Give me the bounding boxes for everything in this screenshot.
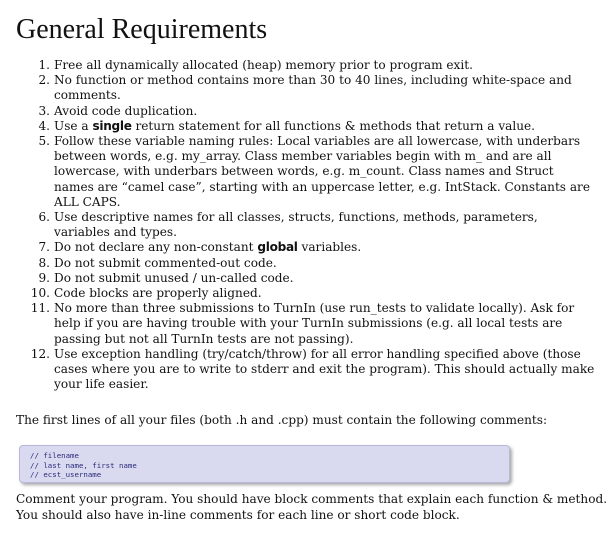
code-line-username: // ecst_username bbox=[30, 470, 102, 480]
requirement-item bbox=[16, 301, 596, 347]
closing-paragraph bbox=[16, 492, 608, 523]
requirement-text bbox=[54, 210, 596, 240]
intro-text: The first lines of all your files (both .h and .cpp) must contain the following comments: bbox=[16, 413, 548, 427]
code-line-name: // last name, first name bbox=[30, 460, 137, 470]
requirement-number: 12. bbox=[30, 346, 50, 361]
requirement-number: 8. bbox=[38, 255, 50, 270]
requirement-text-run: Code blocks are properly aligned. bbox=[54, 286, 262, 301]
requirement-item bbox=[16, 104, 596, 119]
page-title: General Requirements bbox=[16, 14, 268, 45]
requirement-number: 11. bbox=[30, 301, 50, 316]
emphasized-word: global bbox=[257, 240, 298, 255]
code-block bbox=[19, 445, 510, 483]
requirement-item bbox=[16, 134, 596, 210]
requirement-text-run: Free all dynamically allocated (heap) memory prior to program exit. bbox=[54, 58, 473, 72]
requirement-text bbox=[54, 240, 596, 255]
code-line-filename: // filename bbox=[30, 451, 79, 460]
requirement-text bbox=[54, 73, 596, 103]
requirement-text bbox=[54, 256, 596, 271]
requirement-number: 6. bbox=[38, 210, 50, 225]
requirement-text-run: Follow these variable naming rules: Local variables are all lowercase, with underbars between words, e.g. my_array. Class member variables begin with m_ and are all lowercase, with underbars between words, e.g. m_count. Class names and Struct names are “camel case”, starting with an uppercase letter, e.g. IntStack. Constants are ALL CAPS. bbox=[54, 134, 590, 209]
requirements-list bbox=[16, 58, 596, 392]
requirement-item bbox=[16, 271, 596, 286]
requirement-text-run: Do not declare any non-constant bbox=[54, 240, 258, 255]
requirement-text bbox=[54, 301, 596, 347]
requirement-text-run: Do not submit commented-out code. bbox=[54, 255, 277, 270]
requirement-item bbox=[16, 119, 596, 134]
requirement-number: 1. bbox=[38, 58, 50, 72]
requirement-item bbox=[16, 347, 596, 393]
requirement-text-run: Use a bbox=[54, 118, 93, 133]
requirement-text-run: Do not submit unused / un-called code. bbox=[54, 270, 294, 285]
requirement-text-run: No more than three submissions to TurnIn (use run_tests to validate locally). Ask for help if you are having trouble with your TurnIn submissions (e.g. all local tests are passing but not all TurnIn tests are not passing). bbox=[54, 301, 575, 346]
requirement-text bbox=[54, 104, 596, 119]
requirement-number: 4. bbox=[38, 118, 50, 133]
requirement-number: 2. bbox=[38, 73, 50, 88]
requirement-item bbox=[16, 256, 596, 271]
requirement-text bbox=[54, 134, 596, 210]
requirement-text bbox=[54, 119, 596, 134]
requirement-item bbox=[16, 73, 596, 103]
requirement-item bbox=[16, 240, 596, 255]
requirement-text-run: Use descriptive names for all classes, structs, functions, methods, parameters, variables and types. bbox=[54, 210, 538, 240]
requirement-text bbox=[54, 58, 596, 73]
closing-line: You should also have in-line comments for each line or short code block. bbox=[16, 507, 460, 522]
requirement-text-run: variables. bbox=[297, 240, 362, 255]
requirement-text-run: return statement for all functions & methods that return a value. bbox=[131, 118, 536, 133]
requirement-text bbox=[54, 271, 596, 286]
closing-line: Comment your program. You should have block comments that explain each function & method. bbox=[16, 492, 608, 506]
requirement-text bbox=[54, 286, 596, 301]
requirement-item bbox=[16, 210, 596, 240]
requirement-item bbox=[16, 286, 596, 301]
requirement-number: 7. bbox=[38, 240, 50, 255]
requirement-text-run: Use exception handling (try/catch/throw) for all error handling specified above (those cases where you are to write to stderr and exit the program). This should actually make your life easier. bbox=[54, 346, 595, 392]
requirement-text-run: Avoid code duplication. bbox=[54, 103, 198, 118]
requirement-number: 3. bbox=[38, 103, 50, 118]
requirement-text-run: No function or method contains more than 30 to 40 lines, including white-space and comments. bbox=[54, 73, 572, 103]
requirement-number: 9. bbox=[38, 270, 50, 285]
emphasized-word: single bbox=[92, 118, 132, 133]
requirement-number: 10. bbox=[30, 286, 50, 301]
requirement-item bbox=[16, 58, 596, 73]
requirement-number: 5. bbox=[38, 134, 50, 149]
requirement-text bbox=[54, 347, 596, 393]
